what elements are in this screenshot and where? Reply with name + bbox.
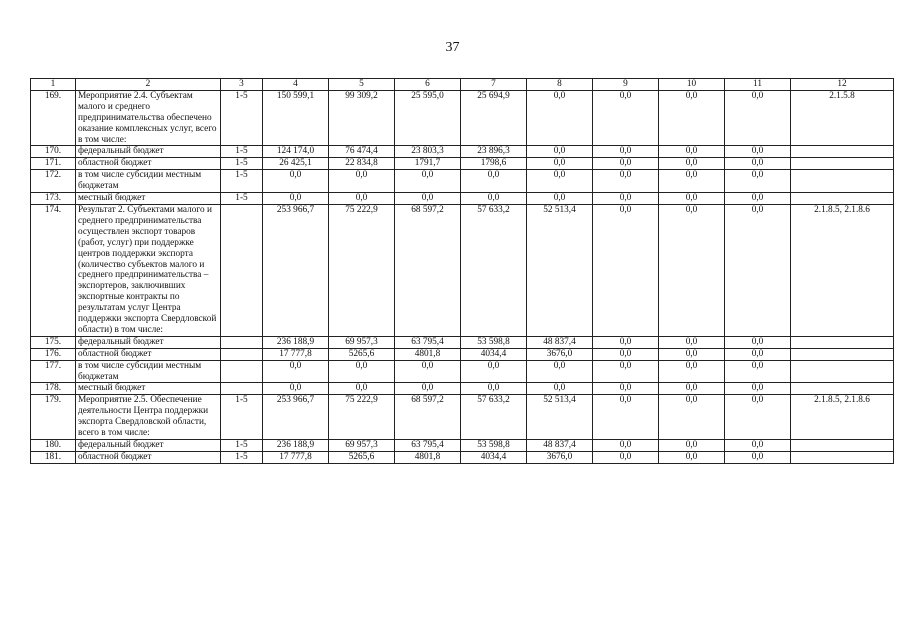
row-number-cell: 175.	[31, 336, 76, 348]
value-cell: 22 834,8	[329, 158, 395, 170]
value-cell: 17 777,8	[263, 451, 329, 463]
value-cell: 124 174,0	[263, 146, 329, 158]
table-row	[31, 395, 894, 440]
target-code-cell	[791, 193, 894, 205]
value-cell: 69 957,3	[329, 336, 395, 348]
value-cell: 0,0	[725, 90, 791, 146]
value-cell: 236 188,9	[263, 336, 329, 348]
table-row	[31, 170, 894, 193]
column-header: 4	[263, 79, 329, 91]
value-cell: 0,0	[659, 146, 725, 158]
value-cell: 0,0	[659, 360, 725, 383]
column-header: 2	[76, 79, 221, 91]
page-number: 37	[445, 40, 460, 55]
description-cell: Мероприятие 2.4. Субъектам малого и среднего предпринимательства обеспечено оказание комплексных услуг, всего в том числе:	[76, 90, 221, 146]
period-cell: 1-5	[221, 451, 263, 463]
value-cell: 57 633,2	[461, 204, 527, 336]
description-cell: Мероприятие 2.5. Обеспечение деятельности Центра поддержки экспорта Свердловской области, всего в том числе:	[76, 395, 221, 440]
value-cell: 0,0	[725, 383, 791, 395]
period-cell	[221, 204, 263, 336]
table-row	[31, 90, 894, 146]
value-cell: 4034,4	[461, 348, 527, 360]
value-cell: 3676,0	[527, 348, 593, 360]
description-cell: местный бюджет	[76, 383, 221, 395]
value-cell: 0,0	[461, 360, 527, 383]
value-cell: 0,0	[329, 383, 395, 395]
value-cell: 75 222,9	[329, 395, 395, 440]
description-cell: федеральный бюджет	[76, 440, 221, 452]
value-cell: 69 957,3	[329, 440, 395, 452]
value-cell: 0,0	[461, 193, 527, 205]
target-code-cell	[791, 336, 894, 348]
value-cell: 0,0	[263, 360, 329, 383]
header-row	[31, 79, 894, 91]
value-cell: 0,0	[395, 383, 461, 395]
value-cell: 0,0	[527, 90, 593, 146]
row-number-cell: 171.	[31, 158, 76, 170]
description-cell: в том числе субсидии местным бюджетам	[76, 170, 221, 193]
value-cell: 68 597,2	[395, 395, 461, 440]
value-cell: 0,0	[527, 158, 593, 170]
row-number-cell: 177.	[31, 360, 76, 383]
value-cell: 63 795,4	[395, 440, 461, 452]
target-code-cell: 2.1.8.5, 2.1.8.6	[791, 395, 894, 440]
value-cell: 0,0	[725, 451, 791, 463]
value-cell: 0,0	[659, 451, 725, 463]
value-cell: 48 837,4	[527, 440, 593, 452]
value-cell: 0,0	[593, 204, 659, 336]
value-cell: 1798,6	[461, 158, 527, 170]
value-cell: 23 896,3	[461, 146, 527, 158]
value-cell: 236 188,9	[263, 440, 329, 452]
column-header: 10	[659, 79, 725, 91]
value-cell: 52 513,4	[527, 395, 593, 440]
period-cell: 1-5	[221, 90, 263, 146]
description-cell: областной бюджет	[76, 451, 221, 463]
table-row	[31, 383, 894, 395]
value-cell: 0,0	[659, 170, 725, 193]
row-number-cell: 169.	[31, 90, 76, 146]
value-cell: 68 597,2	[395, 204, 461, 336]
value-cell: 0,0	[593, 360, 659, 383]
value-cell: 0,0	[527, 146, 593, 158]
target-code-cell	[791, 440, 894, 452]
value-cell: 0,0	[263, 383, 329, 395]
value-cell: 0,0	[659, 204, 725, 336]
row-number-cell: 174.	[31, 204, 76, 336]
value-cell: 0,0	[725, 146, 791, 158]
target-code-cell: 2.1.5.8	[791, 90, 894, 146]
value-cell: 53 598,8	[461, 440, 527, 452]
row-number-cell: 181.	[31, 451, 76, 463]
value-cell: 0,0	[593, 451, 659, 463]
table-row	[31, 360, 894, 383]
value-cell: 17 777,8	[263, 348, 329, 360]
value-cell: 0,0	[527, 170, 593, 193]
description-cell: областной бюджет	[76, 348, 221, 360]
value-cell: 5265,6	[329, 451, 395, 463]
value-cell: 0,0	[725, 204, 791, 336]
description-cell: в том числе субсидии местным бюджетам	[76, 360, 221, 383]
description-cell: местный бюджет	[76, 193, 221, 205]
period-cell: 1-5	[221, 158, 263, 170]
column-header: 6	[395, 79, 461, 91]
column-header: 9	[593, 79, 659, 91]
column-header: 5	[329, 79, 395, 91]
period-cell	[221, 360, 263, 383]
period-cell: 1-5	[221, 395, 263, 440]
value-cell: 0,0	[527, 383, 593, 395]
value-cell: 0,0	[659, 90, 725, 146]
value-cell: 0,0	[725, 440, 791, 452]
row-number-cell: 179.	[31, 395, 76, 440]
table-body	[31, 90, 894, 463]
value-cell: 0,0	[263, 170, 329, 193]
value-cell: 0,0	[659, 440, 725, 452]
period-cell: 1-5	[221, 193, 263, 205]
column-header: 8	[527, 79, 593, 91]
value-cell: 75 222,9	[329, 204, 395, 336]
value-cell: 0,0	[659, 193, 725, 205]
value-cell: 0,0	[725, 336, 791, 348]
period-cell	[221, 348, 263, 360]
value-cell: 0,0	[659, 158, 725, 170]
value-cell: 0,0	[461, 383, 527, 395]
table-row	[31, 193, 894, 205]
value-cell: 0,0	[329, 360, 395, 383]
column-header: 7	[461, 79, 527, 91]
description-cell: федеральный бюджет	[76, 336, 221, 348]
value-cell: 0,0	[659, 383, 725, 395]
value-cell: 0,0	[461, 170, 527, 193]
table-row	[31, 204, 894, 336]
value-cell: 0,0	[593, 146, 659, 158]
value-cell: 1791,7	[395, 158, 461, 170]
value-cell: 25 694,9	[461, 90, 527, 146]
target-code-cell	[791, 146, 894, 158]
value-cell: 3676,0	[527, 451, 593, 463]
value-cell: 48 837,4	[527, 336, 593, 348]
column-header: 12	[791, 79, 894, 91]
value-cell: 0,0	[527, 193, 593, 205]
value-cell: 0,0	[725, 395, 791, 440]
target-code-cell	[791, 348, 894, 360]
value-cell: 0,0	[593, 193, 659, 205]
value-cell: 253 966,7	[263, 395, 329, 440]
value-cell: 76 474,4	[329, 146, 395, 158]
value-cell: 0,0	[593, 440, 659, 452]
value-cell: 0,0	[527, 360, 593, 383]
value-cell: 0,0	[725, 158, 791, 170]
value-cell: 0,0	[725, 193, 791, 205]
value-cell: 99 309,2	[329, 90, 395, 146]
value-cell: 25 595,0	[395, 90, 461, 146]
table-row	[31, 146, 894, 158]
period-cell: 1-5	[221, 170, 263, 193]
table-row	[31, 440, 894, 452]
value-cell: 63 795,4	[395, 336, 461, 348]
value-cell: 0,0	[395, 170, 461, 193]
value-cell: 4801,8	[395, 348, 461, 360]
row-number-cell: 173.	[31, 193, 76, 205]
value-cell: 4801,8	[395, 451, 461, 463]
value-cell: 52 513,4	[527, 204, 593, 336]
value-cell: 0,0	[329, 193, 395, 205]
value-cell: 0,0	[329, 170, 395, 193]
value-cell: 253 966,7	[263, 204, 329, 336]
value-cell: 0,0	[395, 360, 461, 383]
description-cell: областной бюджет	[76, 158, 221, 170]
value-cell: 0,0	[395, 193, 461, 205]
row-number-cell: 176.	[31, 348, 76, 360]
value-cell: 0,0	[593, 348, 659, 360]
table-row	[31, 336, 894, 348]
column-header: 11	[725, 79, 791, 91]
table-row	[31, 451, 894, 463]
column-header: 3	[221, 79, 263, 91]
value-cell: 0,0	[593, 383, 659, 395]
value-cell: 0,0	[659, 336, 725, 348]
value-cell: 0,0	[263, 193, 329, 205]
value-cell: 23 803,3	[395, 146, 461, 158]
row-number-cell: 178.	[31, 383, 76, 395]
budget-table	[30, 78, 894, 464]
target-code-cell	[791, 360, 894, 383]
value-cell: 0,0	[659, 395, 725, 440]
value-cell: 26 425,1	[263, 158, 329, 170]
target-code-cell: 2.1.8.5, 2.1.8.6	[791, 204, 894, 336]
value-cell: 0,0	[593, 336, 659, 348]
value-cell: 0,0	[593, 90, 659, 146]
value-cell: 53 598,8	[461, 336, 527, 348]
value-cell: 0,0	[725, 170, 791, 193]
value-cell: 0,0	[593, 158, 659, 170]
value-cell: 0,0	[593, 170, 659, 193]
target-code-cell	[791, 451, 894, 463]
row-number-cell: 172.	[31, 170, 76, 193]
period-cell	[221, 383, 263, 395]
target-code-cell	[791, 158, 894, 170]
value-cell: 0,0	[725, 360, 791, 383]
target-code-cell	[791, 170, 894, 193]
table-row	[31, 348, 894, 360]
value-cell: 150 599,1	[263, 90, 329, 146]
period-cell	[221, 336, 263, 348]
row-number-cell: 170.	[31, 146, 76, 158]
period-cell: 1-5	[221, 440, 263, 452]
value-cell: 5265,6	[329, 348, 395, 360]
value-cell: 0,0	[725, 348, 791, 360]
description-cell: федеральный бюджет	[76, 146, 221, 158]
target-code-cell	[791, 383, 894, 395]
row-number-cell: 180.	[31, 440, 76, 452]
description-cell: Результат 2. Субъектами малого и среднего предпринимательства осуществлен экспорт товаров (работ, услуг) при поддержке центров поддержки экспорта (количество субъектов малого и среднего предпринимательства – экспортеров, заключивших экспортные контракты по результатам услуг Центра поддержки экспорта Свердловской области) в том числе:	[76, 204, 221, 336]
value-cell: 0,0	[593, 395, 659, 440]
table-row	[31, 158, 894, 170]
column-header: 1	[31, 79, 76, 91]
value-cell: 4034,4	[461, 451, 527, 463]
value-cell: 57 633,2	[461, 395, 527, 440]
value-cell: 0,0	[659, 348, 725, 360]
period-cell: 1-5	[221, 146, 263, 158]
